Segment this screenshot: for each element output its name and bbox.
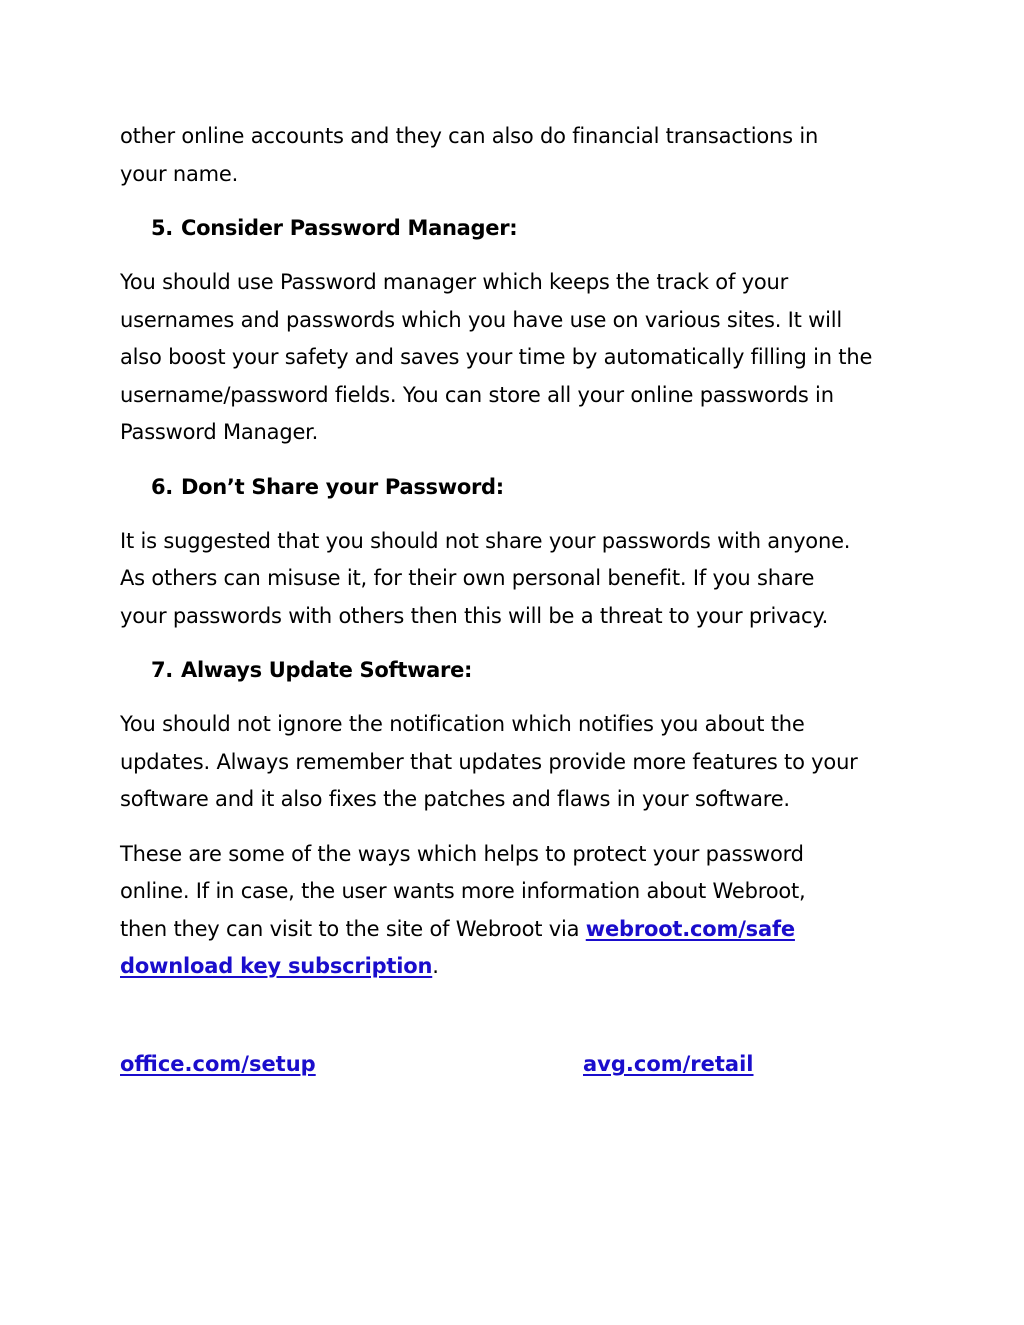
office-setup-link[interactable]: office.com/setup [120,1052,316,1076]
heading-title: Always Update Software: [181,658,473,682]
text-line: You should use Password manager which keeps the track of your [120,270,789,294]
text-line: updates. Always remember that updates provide more features to your [120,749,858,774]
avg-retail-link[interactable]: avg.com/retail [583,1052,754,1076]
list-number: 7. [151,658,173,682]
footer-links [120,1046,910,1086]
text-line: As others can misuse it, for their own personal benefit. If you share [120,566,815,590]
heading-title: Consider Password Manager: [181,216,518,240]
section-heading-password-manager [151,210,910,247]
text-line: also boost your safety and saves your time by automatically filling in the [120,345,873,369]
heading-title: Don’t Share your Password: [181,474,504,499]
intro-paragraph [120,118,910,193]
section-body-dont-share [120,523,910,636]
document-page [120,118,910,1003]
text-line [120,948,910,986]
text-line: usernames and passwords which you have use on various sites. It will [120,307,843,332]
text-line: You should not ignore the notification which notifies you about the [120,712,805,736]
text-line: your passwords with others then this will be a threat to your privacy. [120,603,829,628]
end-punctuation: . [432,954,439,978]
conclusion-paragraph [120,836,910,986]
section-body-update-software [120,706,910,819]
text-line: other online accounts and they can also do financial transactions in [120,124,819,148]
text-line [120,911,910,949]
text-line: online. If in case, the user wants more information about Webroot, [120,879,806,903]
text-line: Password Manager. [120,420,319,444]
text-span: then they can visit to the site of Webroot via [120,916,586,941]
text-line: your name. [120,161,239,186]
section-heading-update-software [151,652,910,689]
webroot-link[interactable]: webroot.com/safe [585,916,795,941]
list-number: 5. [151,216,173,240]
text-line: These are some of the ways which helps to protect your password [120,841,804,866]
section-heading-dont-share [151,469,910,506]
list-number: 6. [151,474,173,499]
text-line: username/password fields. You can store all your online passwords in [120,382,834,407]
webroot-link-continued[interactable]: download key subscription [120,954,433,978]
text-line: It is suggested that you should not share your passwords with anyone. [120,528,851,553]
text-line: software and it also fixes the patches and flaws in your software. [120,787,790,811]
section-body-password-manager [120,264,910,452]
